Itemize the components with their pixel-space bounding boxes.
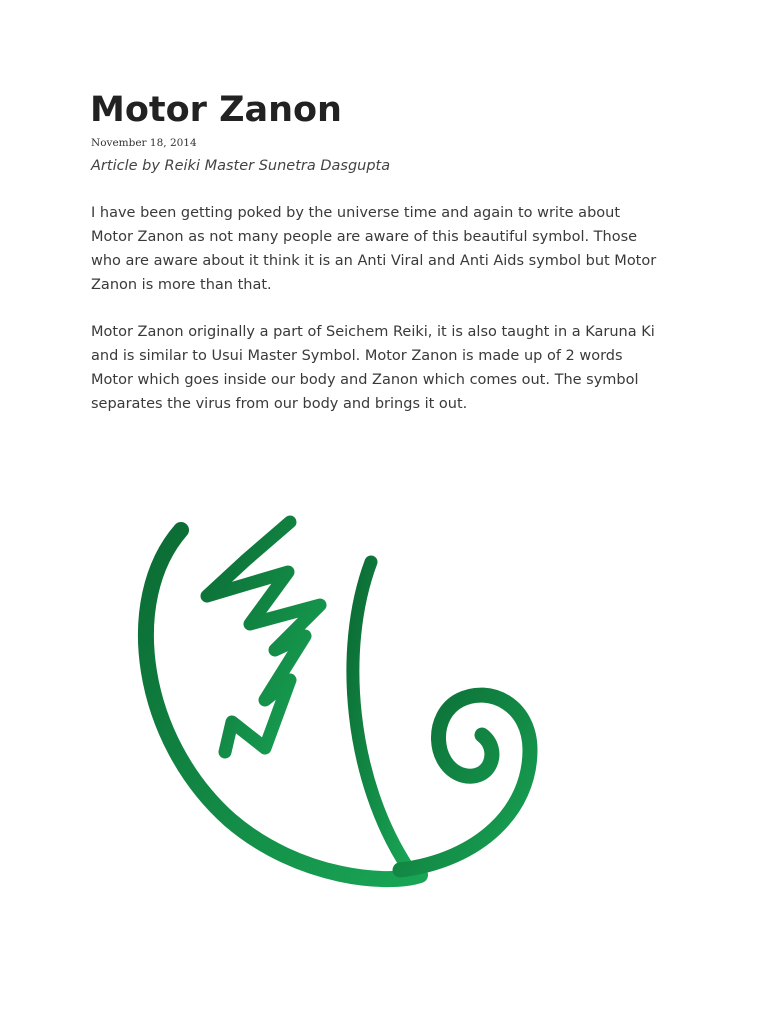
paragraph-line: and is similar to Usui Master Symbol. Motor Zanon is made up of 2 words — [91, 348, 623, 364]
paragraph-line: Zanon is more than that. — [91, 277, 272, 293]
article-date: November 18, 2014 — [91, 137, 197, 149]
inner-arc-stroke — [353, 562, 408, 868]
motor-zanon-symbol-icon — [120, 505, 560, 900]
page-title: Motor Zanon — [90, 90, 342, 130]
paragraph-line: separates the virus from our body and brings it out. — [91, 396, 468, 412]
article-byline: Article by Reiki Master Sunetra Dasgupta — [91, 158, 391, 174]
zigzag-stroke — [207, 522, 320, 752]
paragraph-line: I have been getting poked by the universe time and again to write about — [91, 205, 621, 221]
paragraph-line: who are aware about it think it is an Anti Viral and Anti Aids symbol but Motor — [91, 253, 657, 269]
paragraph-line: Motor Zanon originally a part of Seichem Reiki, it is also taught in a Karuna Ki — [91, 324, 655, 340]
paragraph-line: Motor which goes inside our body and Zanon which comes out. The symbol — [91, 372, 639, 388]
paragraph-line: Motor Zanon as not many people are aware of this beautiful symbol. Those — [91, 229, 638, 245]
spiral-stroke — [400, 695, 530, 870]
paragraph-1 — [91, 201, 691, 297]
paragraph-2 — [91, 320, 691, 416]
